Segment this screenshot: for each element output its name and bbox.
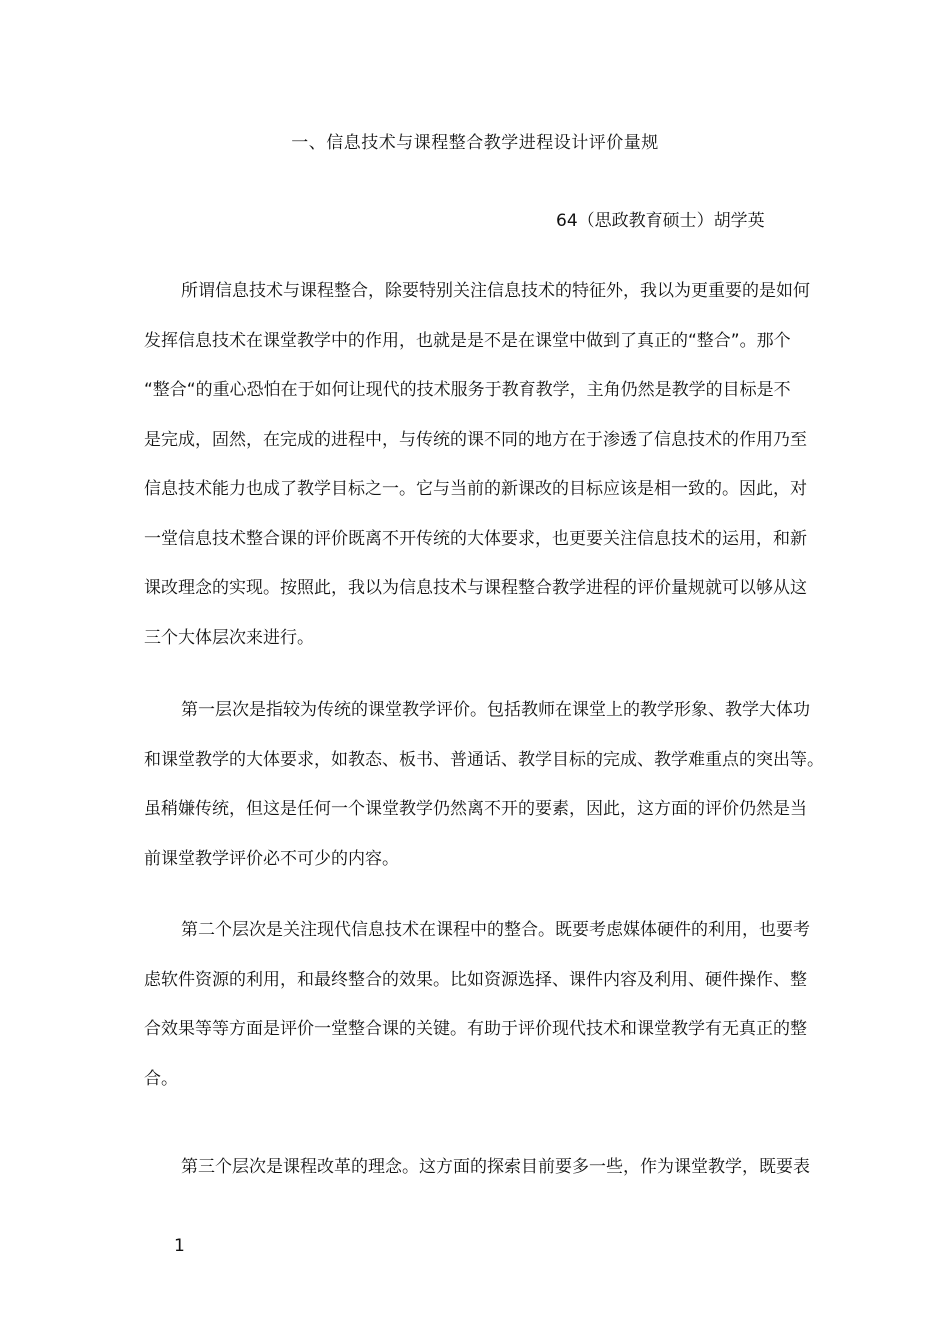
text-line: 第二个层次是关注现代信息技术在课程中的整合。既要考虑媒体硬件的利用，也要考: [181, 920, 810, 940]
text-line: 是完成，固然，在完成的进程中，与传统的课不同的地方在于渗透了信息技术的作用乃至: [144, 429, 807, 450]
author-line: 64（思政教育硕士）胡学英: [556, 211, 765, 231]
paragraph-intro: [144, 267, 852, 663]
text-line: 前课堂教学评价必不可少的内容。: [144, 848, 399, 869]
text-line: 第三个层次是课程改革的理念。这方面的探索目前要多一些，作为课堂教学，既要表: [181, 1157, 810, 1177]
page-number: 1: [174, 1236, 185, 1256]
text-line: 所谓信息技术与课程整合，除要特别关注信息技术的特征外，我以为更重要的是如何: [181, 281, 810, 301]
text-line: 一堂信息技术整合课的评价既离不开传统的大体要求，也更要关注信息技术的运用，和新: [144, 528, 807, 549]
paragraph-level-three: [144, 1143, 852, 1193]
text-line: 三个大体层次来进行。: [144, 627, 314, 648]
paragraph-level-two: [144, 906, 852, 1104]
text-line: 第一层次是指较为传统的课堂教学评价。包括教师在课堂上的教学形象、教学大体功: [181, 700, 810, 720]
paragraph-level-one: [144, 686, 852, 884]
text-line: 合。: [144, 1068, 178, 1089]
text-line: 信息技术能力也成了教学目标之一。它与当前的新课改的目标应该是相一致的。因此，对: [144, 479, 807, 499]
text-line: 课改理念的实现。按照此，我以为信息技术与课程整合教学进程的评价量规就可以够从这: [144, 578, 807, 598]
document-title: 一、信息技术与课程整合教学进程设计评价量规: [291, 133, 659, 153]
text-line: 合效果等等方面是评价一堂整合课的关键。有助于评价现代技术和课堂教学有无真正的整: [144, 1019, 807, 1039]
text-line: 发挥信息技术在课堂教学中的作用，也就是是不是在课堂中做到了真正的“整合”。那个: [144, 330, 791, 351]
text-line: 虽稍嫌传统，但这是任何一个课堂教学仍然离不开的要素，因此，这方面的评价仍然是当: [144, 799, 807, 819]
text-line: “整合“的重心恐怕在于如何让现代的技术服务于教育教学，主角仍然是教学的目标是不: [144, 380, 791, 400]
text-line: 虑软件资源的利用，和最终整合的效果。比如资源选择、课件内容及利用、硬件操作、整: [144, 969, 807, 990]
text-line: 和课堂教学的大体要求，如教态、板书、普通话、教学目标的完成、教学难重点的突出等。: [144, 749, 824, 770]
